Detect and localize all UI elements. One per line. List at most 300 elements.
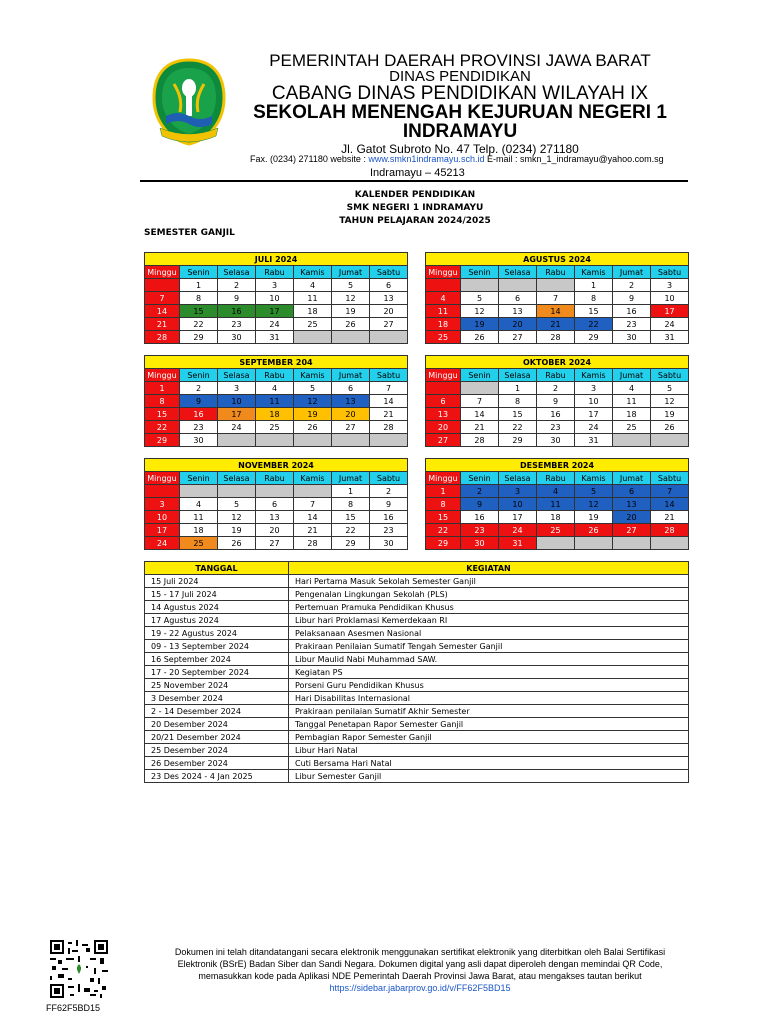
day-cell: 24 bbox=[499, 524, 537, 537]
empty-day-cell bbox=[461, 279, 499, 292]
empty-day-cell bbox=[332, 331, 370, 344]
empty-day-cell bbox=[218, 485, 256, 498]
day-cell: 12 bbox=[332, 292, 370, 305]
day-cell: 15 bbox=[575, 305, 613, 318]
title-line-2: SMK NEGERI 1 INDRAMAYU bbox=[346, 203, 484, 213]
day-cell: 21 bbox=[294, 524, 332, 537]
day-cell: 23 bbox=[218, 318, 256, 331]
event-row bbox=[145, 614, 689, 627]
day-cell: 26 bbox=[332, 318, 370, 331]
day-cell: 29 bbox=[499, 434, 537, 447]
day-cell: 20 bbox=[370, 305, 408, 318]
weekday-header: Senin bbox=[461, 369, 499, 382]
weekday-header: Sabtu bbox=[651, 266, 689, 279]
week-row bbox=[145, 331, 408, 344]
month-calendar bbox=[425, 355, 689, 447]
day-cell: 22 bbox=[426, 524, 461, 537]
day-cell: 23 bbox=[180, 421, 218, 434]
week-row bbox=[145, 318, 408, 331]
month-calendar bbox=[425, 458, 689, 550]
event-date: 17 - 20 September 2024 bbox=[145, 666, 289, 679]
day-cell: 7 bbox=[651, 485, 689, 498]
events-header-date: TANGGAL bbox=[145, 562, 289, 575]
event-row bbox=[145, 588, 689, 601]
week-row bbox=[145, 305, 408, 318]
event-activity: Pembagian Rapor Semester Ganjil bbox=[289, 731, 689, 744]
day-cell: 31 bbox=[575, 434, 613, 447]
day-cell: 19 bbox=[575, 511, 613, 524]
weekday-header: Jumat bbox=[332, 369, 370, 382]
empty-day-cell bbox=[426, 279, 461, 292]
empty-day-cell bbox=[651, 537, 689, 550]
day-cell: 27 bbox=[256, 537, 294, 550]
event-row bbox=[145, 757, 689, 770]
day-cell: 30 bbox=[613, 331, 651, 344]
weekday-header: Selasa bbox=[499, 266, 537, 279]
weekday-header: Minggu bbox=[145, 266, 180, 279]
weekday-header: Senin bbox=[180, 369, 218, 382]
weekday-header: Selasa bbox=[218, 266, 256, 279]
empty-day-cell bbox=[575, 537, 613, 550]
event-row bbox=[145, 770, 689, 783]
weekday-header-row bbox=[426, 369, 689, 382]
school-address: Jl. Gatot Subroto No. 47 Telp. (0234) 271180 bbox=[341, 142, 579, 156]
day-cell: 8 bbox=[145, 395, 180, 408]
day-cell: 2 bbox=[613, 279, 651, 292]
day-cell: 3 bbox=[256, 279, 294, 292]
event-activity: Hari Pertama Masuk Sekolah Semester Ganjil bbox=[289, 575, 689, 588]
event-activity: Porseni Guru Pendidikan Khusus bbox=[289, 679, 689, 692]
weekday-header: Jumat bbox=[613, 472, 651, 485]
day-cell: 11 bbox=[537, 498, 575, 511]
week-row bbox=[426, 511, 689, 524]
weekday-header: Rabu bbox=[537, 266, 575, 279]
day-cell: 23 bbox=[613, 318, 651, 331]
month-title: JULI 2024 bbox=[145, 253, 408, 266]
month-title: AGUSTUS 2024 bbox=[426, 253, 689, 266]
event-activity: Pertemuan Pramuka Pendidikan Khusus bbox=[289, 601, 689, 614]
day-cell: 30 bbox=[537, 434, 575, 447]
day-cell: 23 bbox=[370, 524, 408, 537]
event-date: 15 - 17 Juli 2024 bbox=[145, 588, 289, 601]
day-cell: 27 bbox=[426, 434, 461, 447]
event-row bbox=[145, 666, 689, 679]
day-cell: 22 bbox=[332, 524, 370, 537]
weekday-header: Rabu bbox=[256, 266, 294, 279]
day-cell: 27 bbox=[499, 331, 537, 344]
week-row bbox=[426, 382, 689, 395]
weekday-header-row bbox=[145, 472, 408, 485]
qr-code-icon bbox=[50, 940, 108, 998]
day-cell: 7 bbox=[145, 292, 180, 305]
day-cell: 17 bbox=[145, 524, 180, 537]
day-cell: 26 bbox=[651, 421, 689, 434]
day-cell: 4 bbox=[256, 382, 294, 395]
day-cell: 10 bbox=[575, 395, 613, 408]
day-cell: 28 bbox=[294, 537, 332, 550]
school-name: SEKOLAH MENENGAH KEJURUAN NEGERI 1 bbox=[253, 102, 667, 123]
empty-day-cell bbox=[145, 279, 180, 292]
event-row bbox=[145, 731, 689, 744]
week-row bbox=[145, 395, 408, 408]
week-row bbox=[426, 408, 689, 421]
day-cell: 1 bbox=[426, 485, 461, 498]
day-cell: 10 bbox=[145, 511, 180, 524]
semester-label: SEMESTER GANJIL bbox=[144, 228, 235, 238]
empty-day-cell bbox=[537, 537, 575, 550]
day-cell: 10 bbox=[256, 292, 294, 305]
day-cell: 8 bbox=[499, 395, 537, 408]
day-cell: 30 bbox=[180, 434, 218, 447]
day-cell: 20 bbox=[256, 524, 294, 537]
department-name: DINAS PENDIDIKAN bbox=[389, 68, 531, 85]
weekday-header: Kamis bbox=[294, 472, 332, 485]
day-cell: 21 bbox=[461, 421, 499, 434]
day-cell: 4 bbox=[537, 485, 575, 498]
event-row bbox=[145, 627, 689, 640]
event-activity: Libur Hari Natal bbox=[289, 744, 689, 757]
empty-day-cell bbox=[426, 382, 461, 395]
document-titles bbox=[0, 189, 768, 228]
week-row bbox=[426, 292, 689, 305]
jawa-barat-emblem-icon bbox=[150, 58, 228, 146]
event-activity: Kegiatan PS bbox=[289, 666, 689, 679]
week-row bbox=[426, 279, 689, 292]
day-cell: 28 bbox=[145, 331, 180, 344]
week-row bbox=[145, 421, 408, 434]
event-activity: Libur hari Proklamasi Kemerdekaan RI bbox=[289, 614, 689, 627]
notice-line-1: Dokumen ini telah ditandatangani secara elektronik menggunakan sertifikat elektronik yang diterbitkan oleh Balai Sertifikasi bbox=[174, 947, 666, 957]
day-cell: 6 bbox=[256, 498, 294, 511]
day-cell: 9 bbox=[180, 395, 218, 408]
weekday-header: Sabtu bbox=[370, 266, 408, 279]
weekday-header-row bbox=[145, 369, 408, 382]
week-row bbox=[426, 524, 689, 537]
day-cell: 18 bbox=[294, 305, 332, 318]
week-row bbox=[145, 292, 408, 305]
event-row bbox=[145, 640, 689, 653]
day-cell: 12 bbox=[651, 395, 689, 408]
empty-day-cell bbox=[651, 434, 689, 447]
day-cell: 14 bbox=[145, 305, 180, 318]
day-cell: 13 bbox=[332, 395, 370, 408]
event-date: 25 November 2024 bbox=[145, 679, 289, 692]
day-cell: 11 bbox=[294, 292, 332, 305]
day-cell: 4 bbox=[613, 382, 651, 395]
day-cell: 24 bbox=[651, 318, 689, 331]
day-cell: 16 bbox=[613, 305, 651, 318]
day-cell: 25 bbox=[613, 421, 651, 434]
day-cell: 6 bbox=[499, 292, 537, 305]
day-cell: 30 bbox=[218, 331, 256, 344]
day-cell: 27 bbox=[613, 524, 651, 537]
empty-day-cell bbox=[218, 434, 256, 447]
week-row bbox=[426, 421, 689, 434]
day-cell: 5 bbox=[332, 279, 370, 292]
day-cell: 19 bbox=[651, 408, 689, 421]
day-cell: 25 bbox=[294, 318, 332, 331]
week-row bbox=[426, 318, 689, 331]
month-title: SEPTEMBER 204 bbox=[145, 356, 408, 369]
day-cell: 12 bbox=[461, 305, 499, 318]
day-cell: 17 bbox=[499, 511, 537, 524]
day-cell: 11 bbox=[256, 395, 294, 408]
weekday-header: Jumat bbox=[613, 266, 651, 279]
weekday-header: Sabtu bbox=[651, 369, 689, 382]
fax-label: Fax. (0234) 271180 website : bbox=[250, 154, 369, 164]
email-address: smkn_1_indramayu@yahoo.com.sg bbox=[519, 154, 664, 164]
day-cell: 26 bbox=[294, 421, 332, 434]
empty-day-cell bbox=[370, 434, 408, 447]
contact-line bbox=[250, 154, 680, 164]
day-cell: 22 bbox=[575, 318, 613, 331]
month-title: OKTOBER 2024 bbox=[426, 356, 689, 369]
events-header-activity: KEGIATAN bbox=[289, 562, 689, 575]
day-cell: 24 bbox=[256, 318, 294, 331]
week-row bbox=[145, 498, 408, 511]
weekday-header: Minggu bbox=[145, 369, 180, 382]
event-date: 16 September 2024 bbox=[145, 653, 289, 666]
weekday-header: Kamis bbox=[294, 266, 332, 279]
day-cell: 21 bbox=[145, 318, 180, 331]
day-cell: 14 bbox=[294, 511, 332, 524]
weekday-header-row bbox=[426, 266, 689, 279]
day-cell: 20 bbox=[613, 511, 651, 524]
event-date: 15 Juli 2024 bbox=[145, 575, 289, 588]
day-cell: 24 bbox=[575, 421, 613, 434]
day-cell: 7 bbox=[461, 395, 499, 408]
empty-day-cell bbox=[613, 434, 651, 447]
day-cell: 16 bbox=[461, 511, 499, 524]
weekday-header: Sabtu bbox=[370, 472, 408, 485]
events-table bbox=[144, 561, 689, 783]
event-activity: Prakiraan Penilaian Sumatif Tengah Semester Ganjil bbox=[289, 640, 689, 653]
day-cell: 25 bbox=[426, 331, 461, 344]
month-title: NOVEMBER 2024 bbox=[145, 459, 408, 472]
weekday-header: Selasa bbox=[499, 369, 537, 382]
weekday-header: Rabu bbox=[537, 369, 575, 382]
week-row bbox=[426, 485, 689, 498]
day-cell: 14 bbox=[461, 408, 499, 421]
weekday-header: Rabu bbox=[256, 472, 294, 485]
day-cell: 19 bbox=[218, 524, 256, 537]
letterhead bbox=[140, 50, 684, 182]
weekday-header: Selasa bbox=[218, 472, 256, 485]
day-cell: 8 bbox=[180, 292, 218, 305]
event-activity: Pengenalan Lingkungan Sekolah (PLS) bbox=[289, 588, 689, 601]
weekday-header: Jumat bbox=[332, 472, 370, 485]
event-row bbox=[145, 575, 689, 588]
weekday-header-row bbox=[145, 266, 408, 279]
day-cell: 6 bbox=[426, 395, 461, 408]
day-cell: 12 bbox=[575, 498, 613, 511]
day-cell: 5 bbox=[651, 382, 689, 395]
week-row bbox=[145, 382, 408, 395]
day-cell: 9 bbox=[370, 498, 408, 511]
event-date: 25 Desember 2024 bbox=[145, 744, 289, 757]
day-cell: 1 bbox=[332, 485, 370, 498]
day-cell: 29 bbox=[426, 537, 461, 550]
week-row bbox=[145, 485, 408, 498]
weekday-header: Kamis bbox=[294, 369, 332, 382]
day-cell: 17 bbox=[575, 408, 613, 421]
day-cell: 29 bbox=[180, 331, 218, 344]
day-cell: 5 bbox=[575, 485, 613, 498]
weekday-header: Minggu bbox=[426, 472, 461, 485]
week-row bbox=[426, 498, 689, 511]
qr-code-label: FF62F5BD15 bbox=[46, 1003, 101, 1013]
empty-day-cell bbox=[256, 434, 294, 447]
day-cell: 29 bbox=[332, 537, 370, 550]
event-row bbox=[145, 718, 689, 731]
day-cell: 22 bbox=[499, 421, 537, 434]
empty-day-cell bbox=[294, 434, 332, 447]
empty-day-cell bbox=[537, 279, 575, 292]
day-cell: 14 bbox=[651, 498, 689, 511]
day-cell: 18 bbox=[537, 511, 575, 524]
postal-line: Indramayu – 45213 bbox=[370, 167, 465, 179]
week-row bbox=[426, 331, 689, 344]
month-calendar bbox=[425, 252, 689, 344]
month-calendar bbox=[144, 458, 408, 550]
day-cell: 7 bbox=[537, 292, 575, 305]
day-cell: 14 bbox=[370, 395, 408, 408]
day-cell: 27 bbox=[332, 421, 370, 434]
day-cell: 4 bbox=[426, 292, 461, 305]
event-date: 2 - 14 Desember 2024 bbox=[145, 705, 289, 718]
week-row bbox=[145, 408, 408, 421]
day-cell: 12 bbox=[218, 511, 256, 524]
signature-notice bbox=[120, 946, 720, 994]
weekday-header: Minggu bbox=[426, 266, 461, 279]
school-city: INDRAMAYU bbox=[402, 121, 518, 142]
day-cell: 2 bbox=[180, 382, 218, 395]
day-cell: 2 bbox=[370, 485, 408, 498]
day-cell: 14 bbox=[537, 305, 575, 318]
day-cell: 19 bbox=[294, 408, 332, 421]
day-cell: 6 bbox=[613, 485, 651, 498]
event-row bbox=[145, 705, 689, 718]
day-cell: 16 bbox=[180, 408, 218, 421]
event-date: 26 Desember 2024 bbox=[145, 757, 289, 770]
day-cell: 28 bbox=[461, 434, 499, 447]
day-cell: 11 bbox=[426, 305, 461, 318]
day-cell: 1 bbox=[145, 382, 180, 395]
branch-name: CABANG DINAS PENDIDIKAN WILAYAH IX bbox=[271, 83, 649, 104]
event-date: 20/21 Desember 2024 bbox=[145, 731, 289, 744]
day-cell: 28 bbox=[537, 331, 575, 344]
day-cell: 30 bbox=[461, 537, 499, 550]
day-cell: 4 bbox=[180, 498, 218, 511]
day-cell: 2 bbox=[218, 279, 256, 292]
day-cell: 17 bbox=[651, 305, 689, 318]
day-cell: 31 bbox=[499, 537, 537, 550]
day-cell: 15 bbox=[180, 305, 218, 318]
event-date: 14 Agustus 2024 bbox=[145, 601, 289, 614]
day-cell: 21 bbox=[537, 318, 575, 331]
day-cell: 13 bbox=[256, 511, 294, 524]
day-cell: 13 bbox=[499, 305, 537, 318]
event-activity: Hari Disabilitas Internasional bbox=[289, 692, 689, 705]
empty-day-cell bbox=[294, 485, 332, 498]
day-cell: 21 bbox=[651, 511, 689, 524]
event-row bbox=[145, 679, 689, 692]
weekday-header: Selasa bbox=[499, 472, 537, 485]
day-cell: 6 bbox=[370, 279, 408, 292]
day-cell: 22 bbox=[180, 318, 218, 331]
day-cell: 26 bbox=[218, 537, 256, 550]
day-cell: 15 bbox=[499, 408, 537, 421]
day-cell: 8 bbox=[575, 292, 613, 305]
event-activity: Pelaksanaan Asesmen Nasional bbox=[289, 627, 689, 640]
day-cell: 21 bbox=[370, 408, 408, 421]
weekday-header: Senin bbox=[461, 472, 499, 485]
day-cell: 3 bbox=[218, 382, 256, 395]
day-cell: 8 bbox=[332, 498, 370, 511]
month-title: DESEMBER 2024 bbox=[426, 459, 689, 472]
day-cell: 18 bbox=[426, 318, 461, 331]
day-cell: 16 bbox=[218, 305, 256, 318]
day-cell: 13 bbox=[613, 498, 651, 511]
week-row bbox=[145, 524, 408, 537]
week-row bbox=[426, 305, 689, 318]
empty-day-cell bbox=[461, 382, 499, 395]
empty-day-cell bbox=[145, 485, 180, 498]
day-cell: 28 bbox=[370, 421, 408, 434]
day-cell: 3 bbox=[651, 279, 689, 292]
empty-day-cell bbox=[499, 279, 537, 292]
day-cell: 17 bbox=[218, 408, 256, 421]
month-calendar bbox=[144, 252, 408, 344]
event-row bbox=[145, 692, 689, 705]
day-cell: 18 bbox=[256, 408, 294, 421]
title-line-3: TAHUN PELAJARAN 2024/2025 bbox=[339, 216, 491, 226]
events-header-row bbox=[145, 562, 689, 575]
weekday-header: Sabtu bbox=[651, 472, 689, 485]
day-cell: 2 bbox=[537, 382, 575, 395]
day-cell: 19 bbox=[332, 305, 370, 318]
week-row bbox=[426, 434, 689, 447]
event-row bbox=[145, 744, 689, 757]
website-link[interactable]: www.smkn1indramayu.sch.id bbox=[368, 154, 485, 164]
day-cell: 25 bbox=[256, 421, 294, 434]
title-line-1: KALENDER PENDIDIKAN bbox=[354, 190, 476, 200]
event-activity: Libur Semester Ganjil bbox=[289, 770, 689, 783]
event-activity: Tanggal Penetapan Rapor Semester Ganjil bbox=[289, 718, 689, 731]
notice-line-2: Elektronik (BSrE) Badan Siber dan Sandi Negara. Dokumen digital yang asli dapat diperoleh dengan memindai QR Code, bbox=[177, 959, 663, 969]
day-cell: 8 bbox=[426, 498, 461, 511]
day-cell: 3 bbox=[499, 485, 537, 498]
verification-link[interactable]: https://sidebar.jabarprov.go.id/v/FF62F5BD15 bbox=[329, 983, 511, 993]
notice-line-3: memasukkan kode pada Aplikasi NDE Pemerintah Daerah Provinsi Jawa Barat, atau mengakses tautan berikut bbox=[198, 971, 642, 981]
week-row bbox=[145, 511, 408, 524]
day-cell: 26 bbox=[461, 331, 499, 344]
event-date: 17 Agustus 2024 bbox=[145, 614, 289, 627]
day-cell: 20 bbox=[332, 408, 370, 421]
empty-day-cell bbox=[370, 331, 408, 344]
day-cell: 18 bbox=[613, 408, 651, 421]
weekday-header: Senin bbox=[461, 266, 499, 279]
weekday-header: Kamis bbox=[575, 472, 613, 485]
weekday-header: Kamis bbox=[575, 266, 613, 279]
day-cell: 12 bbox=[294, 395, 332, 408]
day-cell: 30 bbox=[370, 537, 408, 550]
day-cell: 1 bbox=[499, 382, 537, 395]
day-cell: 11 bbox=[180, 511, 218, 524]
day-cell: 18 bbox=[180, 524, 218, 537]
day-cell: 27 bbox=[370, 318, 408, 331]
day-cell: 20 bbox=[499, 318, 537, 331]
